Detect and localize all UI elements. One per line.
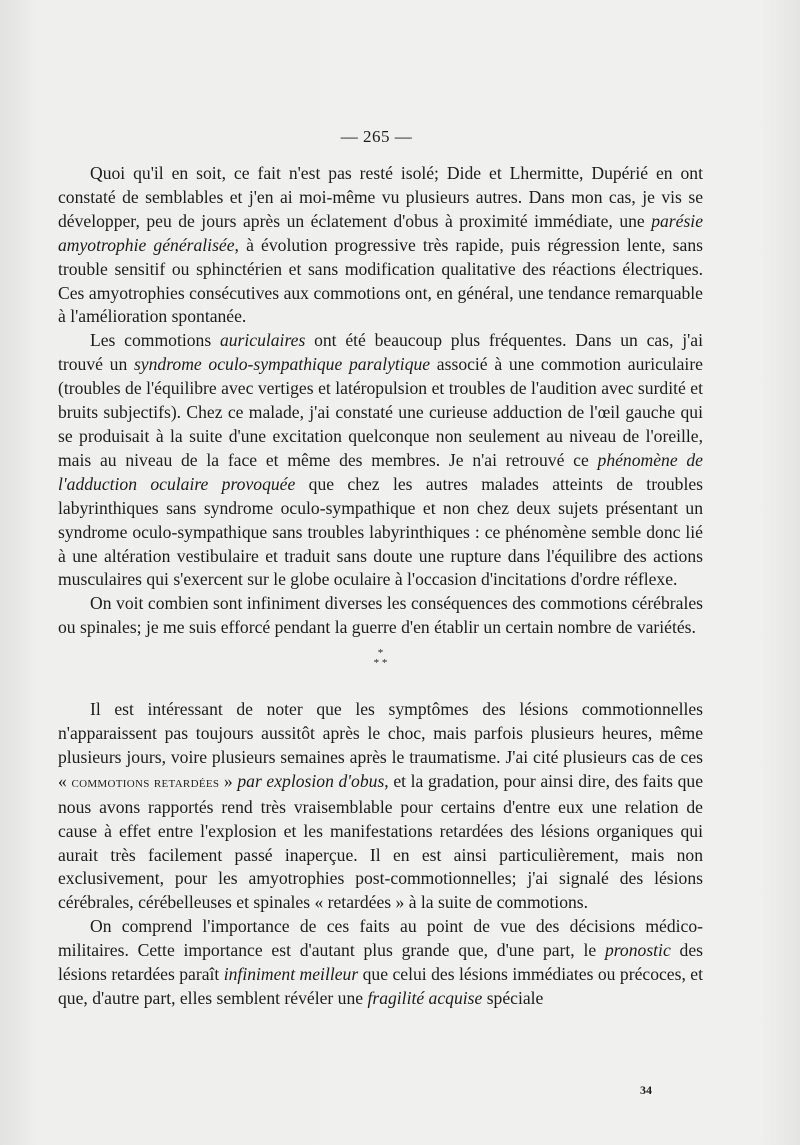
paragraph-group-after: [58, 698, 703, 1011]
text-run: , et la gradation, pour ainsi dire, des faits que nous avons rapportés rend très vraisemblable pour certains d'entre eux une relation de cause à effet entre l'explosion et les manifestations retardées des lésions organiques qui aurait très facilement passé inaperçue. Il en est ainsi particulièrement, mais non exclusivement, pour les amyotrophies post-commotionnelles; j'ai signalé des lésions cérébrales, cérébelleuses et spinales « retardées » à la suite de commotions.: [58, 770, 704, 913]
text-run: , à évolution progressive très rapide, puis régression lente, sans trouble sensitif ou sphinctérien et sans modification qualitative des réactions électriques. Ces amyotrophies consécutives aux commotions ont, en général, une tendance remarquable à l'amélioration spontanée.: [58, 234, 703, 327]
page-number: — 265 —: [340, 127, 413, 146]
italic-text: syndrome oculo-sympathique paralytique: [133, 354, 431, 375]
asterism-bottom: * *: [373, 657, 388, 670]
italic-text: fragilité acquise: [367, 988, 483, 1008]
italic-text: infiniment meilleur: [223, 964, 359, 985]
paragraph: [58, 698, 703, 915]
text-run: ont été beaucoup plus fréquentes. Dans un cas, j'ai trouvé un: [58, 330, 703, 375]
text-run: que chez les autres malades atteints de troubles labyrinthiques sans syndrome oculo-sympathique et non chez deux sujets présentant un syndrome oculo-sympathique sans troubles labyrinthiques : ce phénomène semble donc lié à une altération vestibulaire et traduit sans doute une rupture dans l'équilibre des actions musculaires qui s'exercent sur le globe oculaire à l'occasion d'incitations d'ordre réflexe.: [58, 473, 703, 590]
text-run: On comprend l'importance de ces faits au point de vue des décisions médico-militaires. Cette importance est d'autant plus grande que, d'une part, le: [58, 916, 703, 961]
paragraph-group-before: [58, 162, 703, 640]
asterism-top: *: [377, 647, 384, 660]
smallcaps-text: commotions retardées: [71, 774, 220, 791]
text-run: associé à une commotion auriculaire (troubles de l'équilibre avec vertiges et latéropulsion et troubles de l'audition avec surdité et bruits subjectifs). Chez ce malade, j'ai constaté une curieuse adduction de l'œil gauche qui se produisait à la suite d'une excitation quelconque non seulement au niveau de l'oreille, mais au niveau de la face et même des membres. Je n'ai retrouvé ce: [58, 354, 703, 470]
text-run: Les commotions: [90, 330, 220, 351]
text-run: Il est intéressant de noter que les symptômes des lésions commotionnelles n'apparaissent pas toujours aussitôt après le choc, mais parfois plusieurs heures, même plusieurs jours, voire plusieurs semaines après le traumatisme. J'ai cité plusieurs cas de ces «: [58, 699, 703, 791]
italic-text: auriculaires: [219, 330, 306, 351]
text-run: »: [219, 770, 238, 791]
text-run: spéciale: [482, 988, 544, 1008]
body-text: [58, 162, 703, 1011]
italic-text: parésie amyotrophie généralisée: [58, 210, 703, 255]
paragraph: [58, 162, 703, 329]
italic-text: phénomène de l'adduction oculaire provoquée: [58, 449, 703, 494]
text-run: On voit combien sont infiniment diverses les conséquences des commotions cérébrales ou spinales; je me suis efforcé pendant la guerre d'en établir un certain nombre de variétés.: [58, 593, 703, 638]
paragraph: [58, 592, 703, 640]
signature-mark: 34: [640, 1083, 652, 1097]
text-run: que celui des lésions immédiates ou précoces, et que, d'autre part, elles semblent révéler une: [58, 964, 703, 1008]
section-separator: [58, 640, 703, 696]
text-run: Quoi qu'il en soit, ce fait n'est pas resté isolé; Dide et Lhermitte, Dupérié en ont constaté de semblables et j'en ai moi-même vu plusieurs autres. Dans mon cas, je vis se développer, peu de jours après un éclatement d'obus à proximité immédiate, une: [58, 163, 703, 231]
paragraph: [58, 329, 703, 592]
asterism: [58, 648, 703, 668]
italic-text: pronostic: [604, 940, 671, 961]
paragraph: [58, 915, 703, 1011]
italic-text: par explosion d'obus: [237, 770, 385, 791]
text-run: des lésions retardées paraît: [58, 940, 703, 985]
